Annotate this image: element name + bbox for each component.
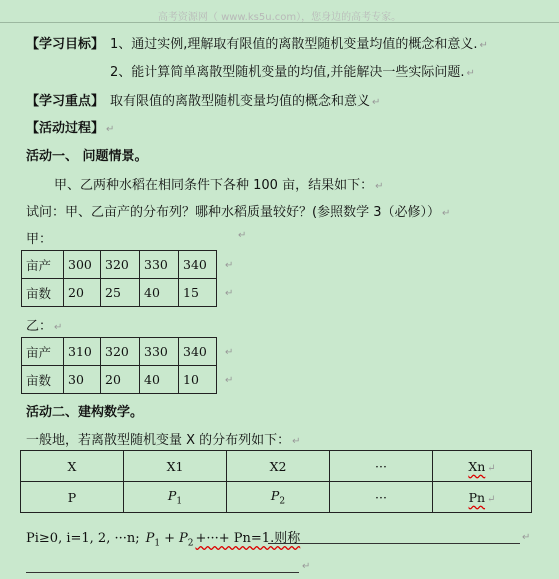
table-jia-label [26, 228, 52, 247]
xn-text: Xn [468, 458, 486, 474]
focus-label: 【学习重点】 [26, 94, 105, 109]
table-cell: X [21, 451, 124, 482]
fill-blank-line [268, 543, 520, 544]
paragraph-mark: ↵ [225, 375, 234, 386]
paragraph-mark: ↵ [375, 181, 384, 192]
formula-p1-sub: 1 [154, 538, 161, 549]
table-cell: 330 [140, 251, 179, 279]
activity2-intro [26, 429, 301, 448]
table-row [22, 338, 217, 366]
table-cell: 20 [101, 366, 140, 394]
paragraph-mark: ↵ [225, 347, 234, 358]
table-jia-label-text: 甲： [26, 232, 53, 247]
table-cell: 亩产 [22, 251, 64, 279]
table-cell: 330 [140, 338, 179, 366]
activity1-intro [54, 174, 383, 193]
objective-item-2 [110, 61, 475, 80]
objectives-label: 【学习目标】 [26, 37, 105, 52]
table-cell: 15 [179, 279, 217, 307]
paragraph-mark: ↵ [487, 462, 496, 474]
table-cell [227, 482, 330, 513]
focus-line [26, 90, 380, 109]
table-cell: 340 [179, 338, 217, 366]
table-jia [21, 250, 217, 307]
table-cell [124, 482, 227, 513]
formula-line [26, 527, 300, 549]
paragraph-mark: ↵ [302, 561, 311, 572]
watermark-text: 高考资源网（ www.ks5u.com），您身边的高考专家。 [157, 12, 402, 23]
table-cell: X2 [227, 451, 330, 482]
table-cell: 30 [64, 366, 101, 394]
table-cell: 20 [64, 279, 101, 307]
paragraph-mark: ↵ [487, 493, 496, 505]
table-cell: 40 [140, 366, 179, 394]
objective-item-1-text: 1、通过实例,理解取有限值的离散型随机变量均值的概念和意义. [110, 37, 478, 52]
paragraph-mark: ↵ [225, 288, 234, 299]
table-cell [433, 482, 532, 513]
paragraph-mark: ↵ [466, 68, 475, 79]
paragraph-mark: ↵ [441, 208, 451, 219]
table-row [22, 251, 217, 279]
table-cell: 25 [101, 279, 140, 307]
activity1-question [26, 201, 450, 220]
table-yi [21, 337, 217, 394]
paragraph-mark: ↵ [292, 436, 301, 447]
process-line [26, 117, 114, 136]
paragraph-mark: ↵ [106, 124, 115, 135]
p2-letter: P [270, 487, 280, 503]
paragraph-mark: ↵ [238, 230, 247, 241]
formula-plus: + [164, 531, 175, 546]
formula-rest: +···+ Pn=1.则称 [195, 531, 301, 546]
formula-p1: P [145, 531, 155, 546]
page-header [0, 0, 559, 23]
table-cell: ··· [330, 482, 433, 513]
table-row [21, 482, 532, 513]
paragraph-mark: ↵ [225, 260, 234, 271]
table-cell: X1 [124, 451, 227, 482]
paragraph-mark: ↵ [54, 322, 63, 333]
formula-p2-sub: 2 [187, 538, 194, 549]
formula-p2: P [179, 531, 188, 546]
table-yi-label [26, 315, 62, 334]
activity1-question-text: 试问：甲、乙亩产的分布列？哪种水稻质量较好？(参照数学 3（必修）） [26, 205, 440, 220]
table-cell: ··· [330, 451, 433, 482]
table-cell: 亩数 [22, 279, 64, 307]
objective-item-2-text: 2、能计算简单离散型随机变量的均值,并能解决一些实际问题. [110, 65, 465, 80]
fill-blank-line [26, 572, 299, 573]
process-label: 【活动过程】 [26, 121, 105, 136]
table-cell: 10 [179, 366, 217, 394]
paragraph-mark: ↵ [522, 532, 531, 543]
table-cell: 亩数 [22, 366, 64, 394]
activity2-intro-text: 一般地，若离散型随机变量 X 的分布列如下： [26, 433, 291, 448]
table-row [22, 279, 217, 307]
table-cell: 320 [101, 338, 140, 366]
table-row [21, 451, 532, 482]
pn-text: Pn [468, 489, 486, 505]
focus-text: 取有限值的离散型随机变量均值的概念和意义 [110, 94, 371, 109]
table-cell: P [21, 482, 124, 513]
p1-letter: P [167, 487, 177, 503]
paragraph-mark: ↵ [372, 97, 381, 108]
paragraph-mark: ↵ [479, 40, 488, 51]
table-cell: 300 [64, 251, 101, 279]
table-cell: 40 [140, 279, 179, 307]
table-cell: 310 [64, 338, 101, 366]
table-cell: 亩产 [22, 338, 64, 366]
table-yi-label-text: 乙： [26, 319, 53, 334]
objective-item-1 [110, 33, 488, 52]
table-cell [433, 451, 532, 482]
table-row [22, 366, 217, 394]
activity1-title: 活动一、 问题情景。 [26, 149, 148, 164]
activity1-intro-text: 甲、乙两种水稻在相同条件下各种 100 亩，结果如下： [54, 178, 374, 193]
p2-subscript: 2 [279, 496, 286, 507]
formula-prefix: Pi≥0, i=1, 2, ···n; [26, 531, 140, 546]
p1-subscript: 1 [176, 496, 183, 507]
table-cell: 340 [179, 251, 217, 279]
table-cell: 320 [101, 251, 140, 279]
activity2-title: 活动二、建构数学。 [26, 405, 144, 420]
distribution-table [20, 450, 532, 513]
